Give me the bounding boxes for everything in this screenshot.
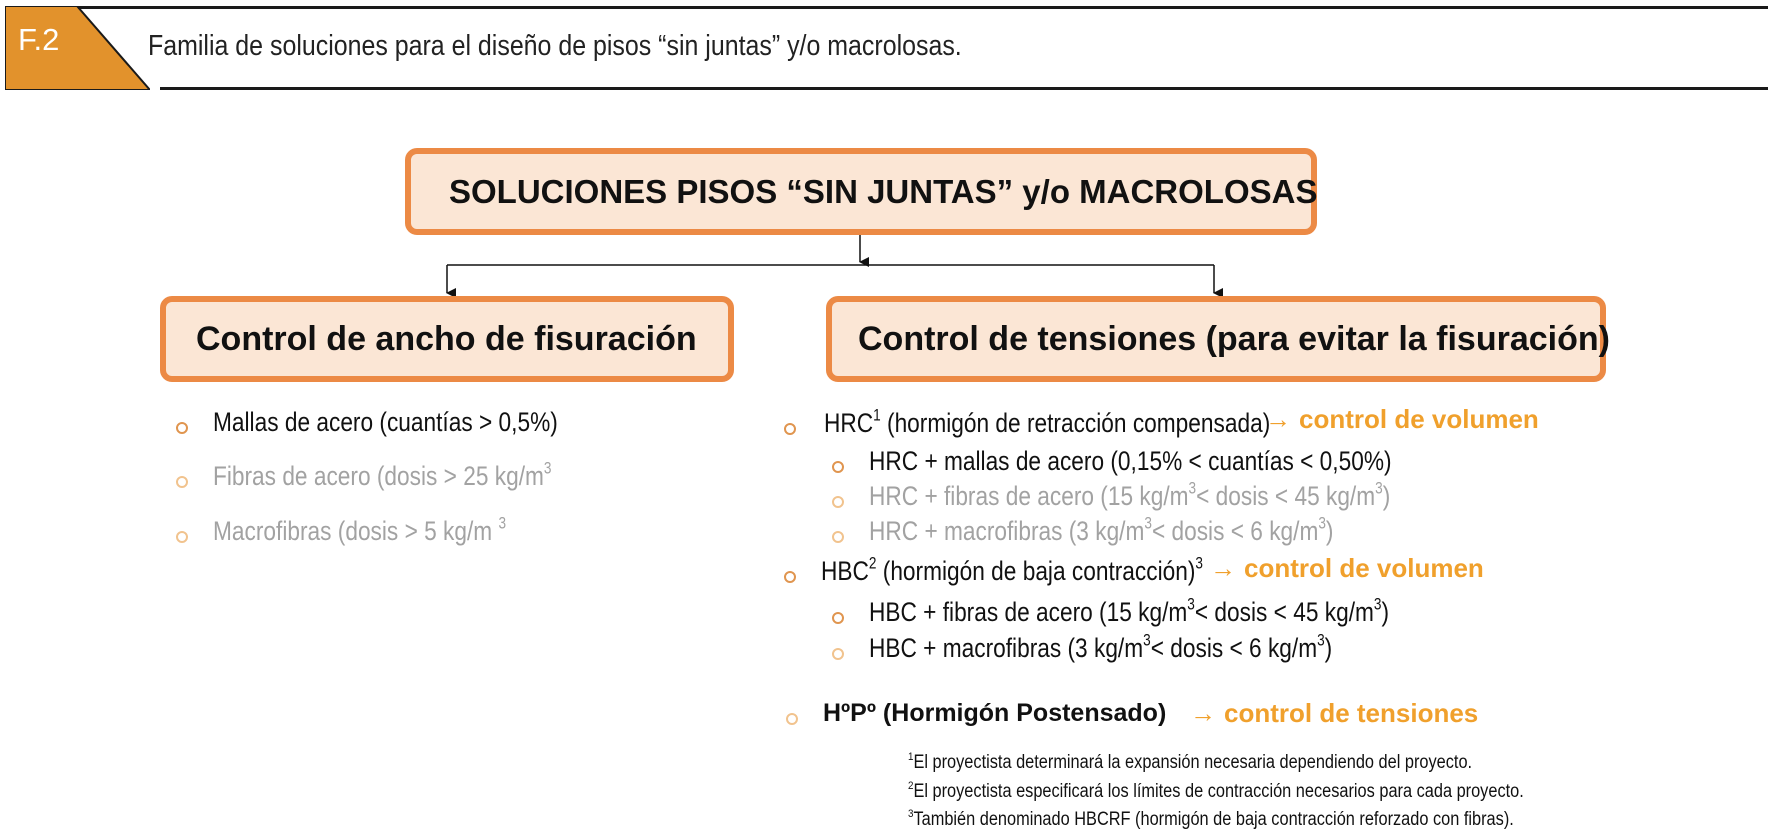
left-item-text-main: Macrofibras (dosis > 5 kg/m	[213, 516, 499, 546]
crack-width-control-title: Control de ancho de fisuración	[196, 319, 697, 358]
superscript: 3	[1317, 631, 1325, 650]
left-item-text	[213, 461, 551, 492]
hrc-sub-item	[832, 446, 1491, 477]
hbc-sub-item	[832, 597, 1488, 628]
superscript: 3	[543, 459, 552, 478]
hrc-sub-text	[869, 481, 1390, 512]
footnote	[908, 809, 1514, 831]
hbc-sub-text	[869, 597, 1389, 628]
footnote-number: 2	[908, 780, 914, 793]
superscript: 1	[873, 406, 881, 425]
left-item-steel-mesh	[176, 407, 623, 438]
text-part: HBC + macrofibras (3 kg/m	[869, 633, 1144, 663]
hp-tag	[1190, 698, 1478, 729]
hrc-tag-text: control de volumen	[1299, 404, 1539, 434]
bullet-icon	[832, 531, 844, 543]
hbc-text	[821, 556, 1203, 587]
bullet-icon	[832, 496, 844, 508]
superscript: 3	[1375, 479, 1383, 498]
footnote-text: También denominado HBCRF (hormigón de baja contracción reforzado con fibras).	[913, 809, 1514, 830]
stress-control-box	[826, 296, 1610, 382]
left-item-text	[213, 516, 506, 547]
text-part: HBC + fibras de acero (15 kg/m	[869, 597, 1188, 627]
root-solutions-box	[405, 148, 1317, 235]
superscript: 3	[498, 514, 507, 533]
text-part: )	[1325, 516, 1334, 546]
footnote-text: El proyectista especificará los límites de contracción necesarios para cada proyecto.	[913, 781, 1524, 802]
hbc-item	[784, 556, 1276, 587]
stress-control-title: Control de tensiones (para evitar la fisuración)	[858, 319, 1610, 358]
superscript: 3	[1143, 631, 1151, 650]
hrc-desc: (hormigón de retracción compensada)	[880, 408, 1271, 438]
left-item-steel-fibers	[176, 461, 616, 492]
text-part: )	[1382, 481, 1391, 511]
superscript: 2	[868, 554, 877, 573]
left-item-text-main: Fibras de acero (dosis > 25 kg/m	[213, 461, 544, 491]
right-arrow-icon: →	[1190, 698, 1216, 728]
text-part: )	[1324, 633, 1333, 663]
bullet-icon	[832, 461, 844, 473]
superscript: 3	[1187, 595, 1195, 614]
bullet-icon	[832, 612, 844, 624]
right-arrow-icon: →	[1210, 553, 1236, 583]
text-part: < dosis < 6 kg/m	[1150, 633, 1318, 663]
text-part: )	[1381, 597, 1390, 627]
figure-caption: Familia de soluciones para el diseño de pisos “sin juntas” y/o macrolosas.	[148, 30, 962, 62]
bullet-icon	[176, 531, 188, 543]
footnote-number: 3	[908, 808, 914, 821]
hbc-sub-item	[832, 633, 1420, 664]
hrc-label: HRC	[824, 408, 874, 438]
hrc-text	[824, 408, 1270, 439]
hbc-tag	[1210, 553, 1484, 584]
hbc-sub-text	[869, 633, 1332, 664]
bullet-icon	[784, 423, 796, 435]
hp-tag-text: control de tensiones	[1224, 698, 1479, 728]
hrc-tag	[1265, 404, 1539, 435]
hrc-sub-item	[832, 516, 1422, 547]
bullet-icon	[786, 713, 798, 725]
superscript: 3	[1144, 514, 1152, 533]
hrc-sub-item	[832, 481, 1490, 512]
text-part: HRC + fibras de acero (15 kg/m	[869, 481, 1189, 511]
left-item-text: Mallas de acero (cuantías > 0,5%)	[213, 407, 558, 437]
figure-number: F.2	[18, 22, 60, 57]
bullet-icon	[176, 476, 188, 488]
text-part: < dosis < 45 kg/m	[1196, 481, 1376, 511]
right-arrow-icon: →	[1265, 404, 1291, 434]
superscript: 3	[1188, 479, 1197, 498]
bullet-icon	[176, 422, 188, 434]
text-part: < dosis < 6 kg/m	[1151, 516, 1319, 546]
footnote	[908, 781, 1524, 803]
footnote-text: El proyectista determinará la expansión necesaria dependiendo del proyecto.	[913, 752, 1473, 773]
footnote	[908, 752, 1472, 774]
hbc-desc: (hormigón de baja contracción)	[876, 556, 1196, 586]
root-solutions-title: SOLUCIONES PISOS “SIN JUNTAS” y/o MACROLOSAS	[449, 172, 1318, 210]
text-part: HRC + macrofibras (3 kg/m	[869, 516, 1145, 546]
hp-item	[786, 699, 1166, 728]
left-item-macrofibers	[176, 516, 562, 547]
hbc-label: HBC	[821, 556, 869, 586]
hp-label: HºPº (Hormigón Postensado)	[823, 699, 1167, 727]
hbc-tag-text: control de volumen	[1244, 553, 1484, 583]
text-part: < dosis < 45 kg/m	[1194, 597, 1374, 627]
hrc-sub-text	[869, 516, 1333, 547]
superscript: 3	[1195, 554, 1203, 573]
bullet-icon	[784, 571, 796, 583]
superscript: 3	[1373, 595, 1382, 614]
superscript: 3	[1318, 514, 1326, 533]
bullet-icon	[832, 648, 844, 660]
header-bottom-rule	[160, 87, 1768, 90]
hrc-sub-text: HRC + mallas de acero (0,15% < cuantías < 0,50%)	[869, 446, 1392, 476]
header-top-rule	[78, 6, 1768, 9]
footnote-number: 1	[908, 751, 914, 764]
crack-width-control-box	[160, 296, 734, 382]
